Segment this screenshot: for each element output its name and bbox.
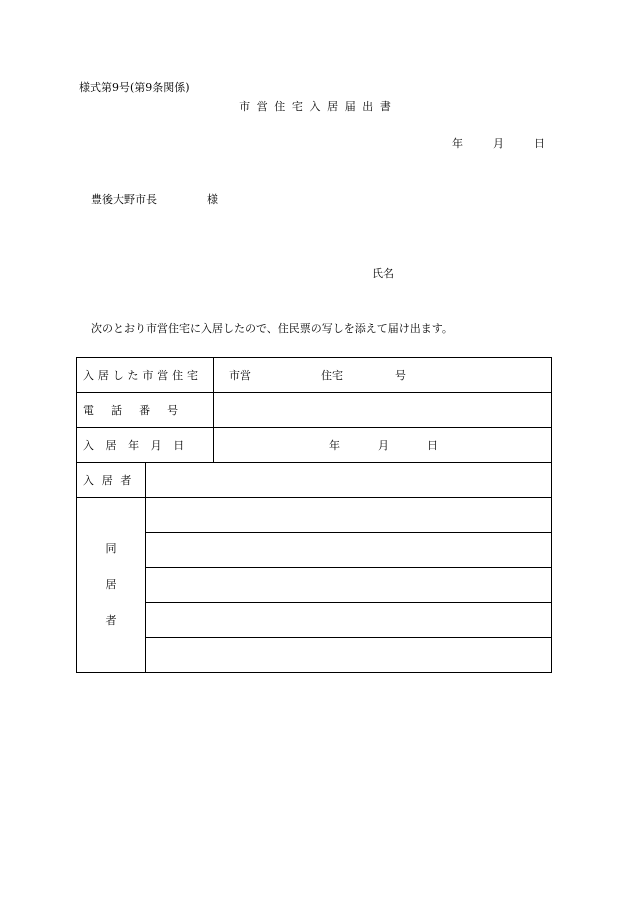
housing-label-cell <box>77 358 214 393</box>
applicant-name-label: 氏名 <box>372 267 394 280</box>
housing-value-cell[interactable] <box>214 358 552 393</box>
housing-prefix: 市営 <box>229 369 251 382</box>
cohabitant-row <box>77 498 552 533</box>
cohabitant-label-cell <box>77 498 146 673</box>
resident-row <box>77 463 552 498</box>
housing-complex-label: 住宅 <box>321 369 343 382</box>
cohabitant-entry-1[interactable] <box>146 498 552 533</box>
addressee-name: 豊後大野市長 <box>91 193 157 206</box>
cohabitant-row <box>77 603 552 638</box>
move-in-year-label: 年 <box>329 439 340 452</box>
date-day-label: 日 <box>534 137 545 150</box>
resident-value-cell[interactable] <box>146 463 552 498</box>
housing-label <box>77 367 213 383</box>
resident-label-cell <box>77 463 146 498</box>
resident-label: 入居者 <box>83 474 140 487</box>
housing-row <box>77 358 552 393</box>
move-in-value-cell[interactable] <box>214 428 552 463</box>
cohabitant-label-char-2: 居 <box>105 578 117 591</box>
application-table <box>76 357 552 673</box>
move-in-row <box>77 428 552 463</box>
move-in-label: 入居年月日 <box>83 439 196 452</box>
document-title: 市営住宅入居届出書 <box>239 100 398 113</box>
move-in-month-label: 月 <box>378 439 389 452</box>
cohabitant-row <box>77 568 552 603</box>
form-number: 様式第9号(第9条関係) <box>79 81 190 94</box>
cohabitant-row <box>77 533 552 568</box>
cohabitant-label-char-3: 者 <box>105 614 117 627</box>
cohabitant-label-char-1: 同 <box>105 542 117 555</box>
move-in-label-cell <box>77 428 214 463</box>
statement-text: 次のとおり市営住宅に入居したので、住民票の写しを添えて届け出ます。 <box>91 322 453 335</box>
phone-value-cell[interactable] <box>214 393 552 428</box>
phone-row <box>77 393 552 428</box>
cohabitant-row <box>77 638 552 673</box>
date-month-label: 月 <box>493 137 504 150</box>
submission-date <box>452 138 545 149</box>
housing-unit-label: 号 <box>395 369 406 382</box>
date-year-label: 年 <box>452 137 463 150</box>
phone-label: 電話番号 <box>83 404 196 417</box>
housing-label-text: 入居した市営住宅 <box>83 369 202 382</box>
cohabitant-entry-5[interactable] <box>146 638 552 673</box>
move-in-day-label: 日 <box>427 439 438 452</box>
addressee-honorific: 様 <box>207 193 218 206</box>
cohabitant-entry-3[interactable] <box>146 568 552 603</box>
phone-label-cell <box>77 393 214 428</box>
cohabitant-entry-2[interactable] <box>146 533 552 568</box>
cohabitant-entry-4[interactable] <box>146 603 552 638</box>
